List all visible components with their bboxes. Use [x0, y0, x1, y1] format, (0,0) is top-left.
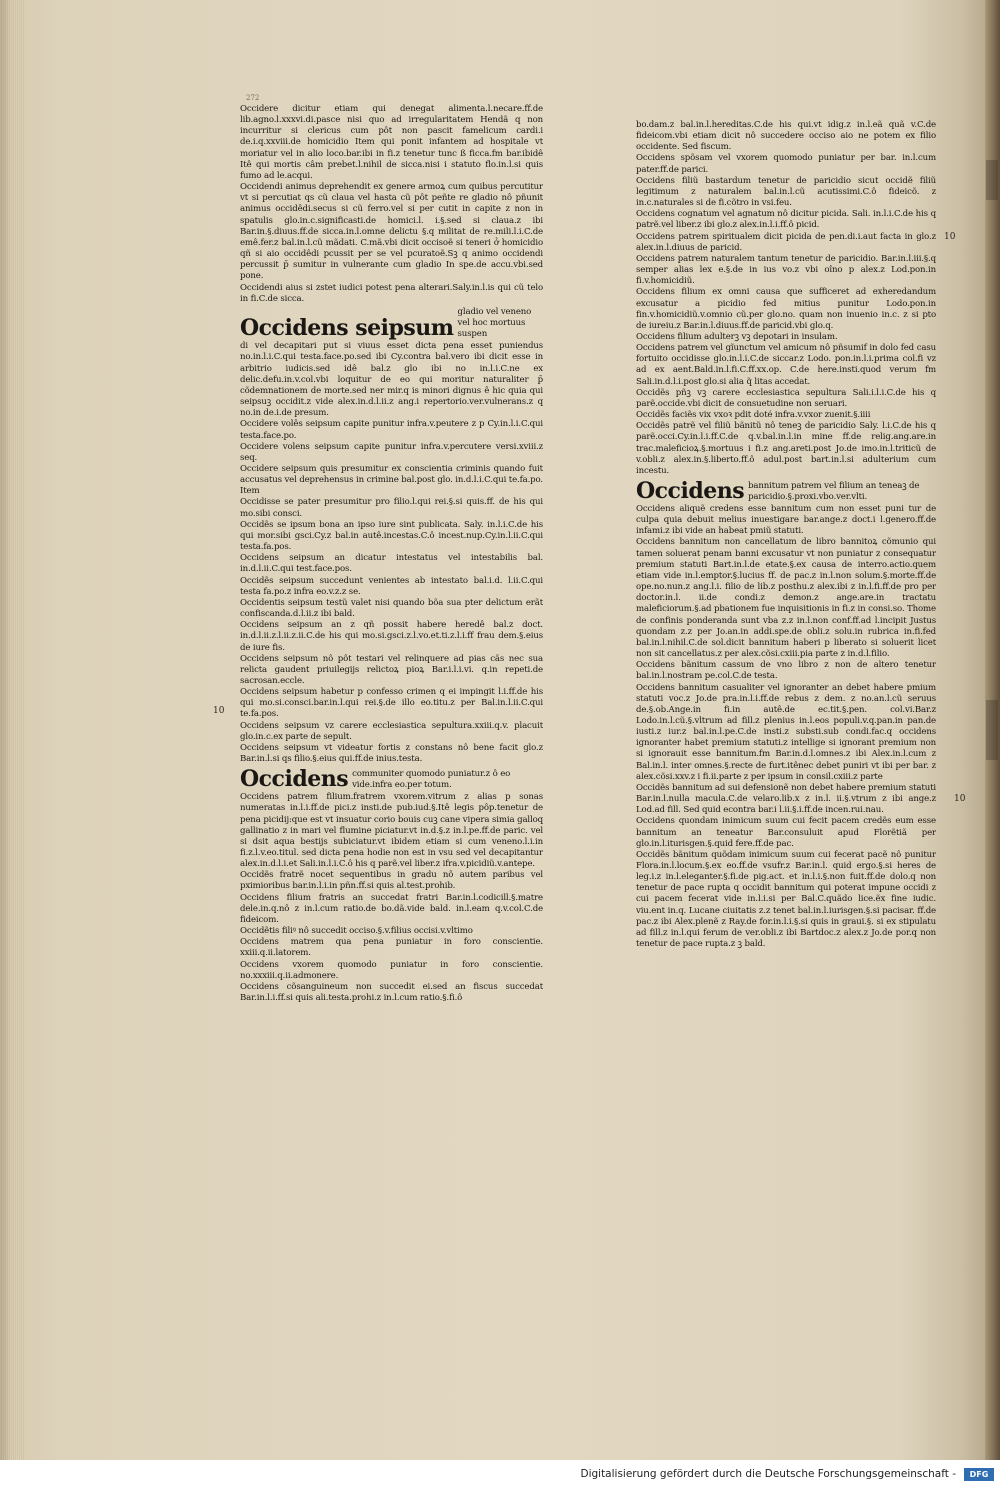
entry-paragraph: Occidẽs seipsum succedunt venientes ab intestato bal.i.d. l.ii.C.qui testa fa.po.z infra eo.v.z.z se. [240, 575, 543, 597]
entry-paragraph: di vel decapitari put si viuus esset dicta pena esset puniendus no.in.l.i.C.qui testa.face.po.sed ibi Cy.contra bal.vero ibi dicit esse in arbitrio iudicis.sed idê bal.z glo ibi no in.l.i.C.ne ex delic.defu.in.v.col.vbi loquitur de eo qui moritur naturaliter p̄ cõdemnationem de morte.sed ner mir.q is minori dignus ê hic quia qui seipsuꝫ occidit.z vide alex.in.d.l.ii.z ang.i repertorio.ver.vulnerans.z q no.in de.i.de presum. [240, 341, 543, 419]
left-paragraphs-mid [240, 341, 543, 765]
entry-paragraph: Occidens seipsum habetur p confesso crimen q ei impingit l.i.ff.de his qui mo.si.consci.bar.in.l.qui rei.§.de illo eo.titu.z per Bal.in.l.ii.C.qui te.fa.pos. [240, 687, 543, 720]
section-heading [240, 307, 543, 340]
entry-paragraph: Occidens cognatum vel agnatum nô dicitur picida. Sali. in.l.i.C.de his q patrẽ.vel liber.z ibi glo.z alex.in.l.i.ff.ô picid. [636, 209, 936, 231]
top-mark: 272 [246, 94, 260, 102]
entry-paragraph: Occidens seipsum vz carere ecclesiastica sepultura.xxiii.q.v. placuit glo.in.c.ex parte de sepult. [240, 720, 543, 742]
entry-paragraph: Occidẽs patrẽ vel filiũ bãnitũ nô teneꝫ de paricidio Saly. l.i.C.de his q parẽ.occi.Cy.in.l.i.ff.C.de q.v.bal.in.l.in mine ff.de relig.ang.are.in trac.maleficioꝝ.§.mortuus i fi.z ang.areti.post Jo.de imo.in.l.triticũ de v.obli.z alex.in.§.liberto.ff.ô adul.post bart.in.l.si adulterium cum incestu. [636, 421, 936, 476]
heading-rest: bannitum patrem vel filium an teneaꝫ de paricidio.§.proxi.vbo.ver.vlti. [748, 480, 920, 502]
section-heading [636, 479, 936, 503]
entry-paragraph: Occidere seipsum quis presumitur ex conscientia criminis quando fuit accusatus vel deprehensus in crimine bal.post glo. in.d.l.i.C.qui te.fa.po. Item [240, 464, 543, 497]
entry-paragraph: Occidens seipsum vt videatur fortis z constans nô bene facit glo.z Bar.in.l.si qs filio.§.eius qui.ff.de inius.testa. [240, 742, 543, 765]
entry-paragraph: Occidere volens seipsum capite punitur infra.v.percutere versi.xviii.z seq. [240, 441, 543, 463]
entry-paragraph: Occidens filium ex omni causa que sufficeret ad exheredandum excusatur a picidio fed mitius punitur Lodo.pon.in fin.v.homicidiũ.v.omnio cũ.per glo.no. quam non inuenio in.c. z si pto de iureiu.z Bar.in.l.diuus.ff.de paricid.vbi glo.q. [636, 287, 936, 331]
entry-paragraph: Occidendi aius si zstet iudici potest pena alterari.Saly.in.l.is qui cũ telo in fi.C.de sicca. [240, 282, 543, 304]
heading-word: Occidens [636, 478, 745, 504]
entry-paragraph: Occidens quondam inimicum suum cui fecit pacem credẽs eum esse bannitum an teneatur Bar.consuluit apud Florẽtiã per glo.in.l.iturisgen.§.quid fere.ff.de pac. [636, 816, 936, 849]
entry-paragraph: bo.dam.z bal.in.l.hereditas.C.de his qui.vt idig.z in.l.eã quã v.C.de fideicom.vbi etiam dicit nô succedere occiso aio ne potem ex filio occidente. Sed fiscum. [636, 120, 936, 153]
entry-paragraph: Occidisse se pater presumitur pro filio.l.qui rei.§.si quis.ff. de his qui mo.sibi consci. [240, 497, 543, 519]
entry-paragraph: Occidẽs bannitum ad sui defensionẽ non debet habere premium statuti Bar.in.l.nulla macula.C.de velaro.lib.x z in.l. ii.§.vtrum z ibi ange.z Lod.ad fill. Sed quid econtra bar.i l.ii.§.i.ff.de incen.rui.nau. [636, 782, 936, 816]
entry-paragraph: Occidens bãnitum cassum de vno libro z non de altero tenetur bal.in.l.nostram pe.col.C.de testa. [636, 660, 936, 682]
entry-paragraph: Occidens patrem naturalem tantum tenetur de paricidio. Bar.in.l.iii.§.q semper alias lex e.§.de in ius vo.z vbi oîno p alex.z Lod.pon.in fi.v.homicidiũ. [636, 253, 936, 287]
margin-line-number: 10 [944, 232, 956, 242]
right-paragraphs-bottom [636, 504, 936, 950]
entry-paragraph: Occidens matrem qua pena puniatur in foro conscientie. xxiii.q.ii.latorem. [240, 937, 543, 959]
entry-paragraph: Occidere dicitur etiam qui denegat alimenta.l.necare.ff.de lib.agno.l.xxxvi.di.pasce nisi quo ad irregularitatem Hendã q non incurritur si clericus cum pôt non pascit famelicum cardi.i de.i.q.xxviii.de homicidio Item qui ponit infantem ad hospitale vt moriatur vel in alio loco.bar.ibi in fi.z tenetur tunc ß ficca.fm bar.ibidê Itê qui mortis câm prebet.l.nihil de sicca.nisi i statuto flo.in.l.si quis fumo ad le.acqui. [240, 104, 543, 181]
entry-paragraph: Occidens patrem vel gĩunctum vel amicum nô pñsumif in dolo fed casu fortuito occidisse glo.in.l.i.C.de siccar.z Lodo. pon.in.l.i.prima col.fi vz ad ex aent.Bald.in.l.fi.C.ff.xx.op. C.de here.insti.quod verum fm Sali.in.d.l.i.post glo.si alia q̃ litas accedat. [636, 343, 936, 387]
entry-paragraph: Occidens filium fratris an succedat fratri Bar.in.l.codicill.§.matre dele.in.q.nô z in.l.cum ratio.de bo.dã.vide bald. in.l.eam q.v.col.C.de fideicom. [240, 892, 543, 925]
entry-paragraph: Occidens aliquẽ credens esse bannitum cum non esset puni tur de culpa quia debuit melius inuestigare bar.ange.z doct.i l.genero.ff.de infami.z ibi vide an habeat pmiũ statuti. [636, 504, 936, 537]
entry-paragraph: Occidens bannitum non cancellatum de libro bannitoꝝ cõmunio qui tamen soluerat penam banni excusatur vt non puniatur z consequatur premium statuti Bart.in.l.de etate.§.ex causa de interro.actio.quem etiam vide in.l.emptor.§.lucius ff. de pac.z in.l.non solum.§.morte.ff.de ope.no.nun.z ang.l.i. filio de lib.z posthu.z alex.ibi z in.l.fi.ff.de pro per doctor.in.l. ii.de condi.z demon.z ange.are.in tractatu maleficiorum.§.ad pbationem fue inquisitionis in fi.z in consi.so. Thome de confinis ponderanda sunt vba z.z in.l.non conf.ff.ad l.incipit Justus quondam z.z per Jo.an.in addi.spe.de obli.z solu.in rubrica in.fi.fed bal.in.l.nihil.C.de sol.dicit bannitum haberi p liberato si soluerit licet non sit cancellatus.z per alex.cõsi.cxiii.pia parte z in.d.l.filio. [636, 537, 936, 660]
dfg-logo: DFG [964, 1468, 994, 1481]
entry-paragraph: Occidens spõsam vel vxorem quomodo puniatur per bar. in.l.cum pater.ff.de parici. [636, 153, 936, 175]
entry-paragraph: Occidẽs faciẽs vix vxoꝛ pdit doté infra.v.vxor zuenit.§.iiii [636, 410, 871, 421]
left-paragraphs-top [240, 104, 543, 305]
left-paragraphs-bottom [240, 792, 543, 1004]
entry-paragraph: Occidens filium adulterꝫ vꝫ depotari in insulam. [636, 331, 838, 342]
entry-paragraph: Occidẽs se ipsum bona an ipso iure sint publicata. Saly. in.l.i.C.de his qui mor.sibi gsci.Cy.z bal.in autê.incestas.C.ô incest.nup.Cy.in.l.ii.C.qui testa.fa.pos. [240, 519, 543, 553]
facing-page-fragment [986, 700, 998, 760]
entry-paragraph: Occidẽs pñꝫ vꝫ carere ecclesiastica sepultura Sali.i.l.i.C.de his q parẽ.occide.vbi dicit de consuetudine non seruari. [636, 387, 936, 409]
entry-paragraph: Occidens seipsum an dicatur intestatus vel intestabilis bal. in.d.l.ii.C.qui test.face.pos. [240, 553, 543, 575]
section-heading [240, 767, 543, 791]
entry-paragraph: Occidens filiũ bastardum tenetur de paricidio sicut occidẽ filiũ legitimum z naturalem bal.in.l.cũ acutissimi.C.ô fideicõ. z in.c.naturales si de fi.cõtro in vsi.feu. [636, 175, 936, 209]
left-column [240, 104, 543, 1184]
digitization-footer [0, 1460, 1000, 1488]
footer-credit: Digitalisierung gefördert durch die Deutsche Forschungsgemeinschaft - [580, 1468, 956, 1480]
heading-word: Occidens seipsum [240, 315, 454, 342]
entry-paragraph: Occidẽtis filiꝰ nô succedit occiso.§.v.filius occisi.v.vltimo [240, 926, 473, 937]
entry-paragraph: Occidere volês seipsum capite punitur infra.v.peutere z p Cy.in.l.i.C.qui testa.face.po. [240, 419, 543, 441]
entry-paragraph: Occidens seipsum nô pôt testari vel relinquere ad pias cãs nec sua relicta gaudent priuilegijs relictoꝝ pioꝝ Bar.i.l.i.vi. q.in repeti.de sacrosan.eccle. [240, 653, 543, 686]
entry-paragraph: Occidens patrem spiritualem dicit picida de pen.di.i.aut facta in glo.z alex.in.l.diuus de paricid. [636, 231, 936, 253]
facing-page-fragment [986, 160, 998, 200]
page-stack-edge [0, 0, 24, 1460]
entry-paragraph: Occidens vxorem quomodo puniatur in foro conscientie. no.xxxiii.q.ii.admonere. [240, 959, 543, 981]
right-paragraphs-top [636, 120, 936, 477]
heading-word: Occidens [240, 766, 349, 793]
entry-paragraph: Occidẽs fratrẽ nocet sequentibus in gradu nô autem paribus vel pximioribus bar.in.l.i.in pñn.ff.si quis al.test.prohib. [240, 870, 543, 892]
heading-rest: communiter quomodo puniatur.z ô eo vide.infra eo.per totum. [352, 768, 511, 791]
right-column [636, 120, 936, 1210]
entry-paragraph: Occidens bannitum casualiter vel ignoranter an debet habere pmium statuti voc.z Jo.de pra.in.l.i.ff.de rebus z dem. z no.an.l.cũ seruus de.§.ob.Ange.in fi.in autê.de ec.tit.§.pen. col.vi.Bar.z Lodo.in.l.cũ.§.vltrum ad fill.z plenius in.l.eos populi.v.q.pan.in pan.de iusti.z iur.z bal.in.l.pe.C.de insti.z substi.sub condi.fac.q occidens ignoranter habet premium statuti.z intellige si ignorant premium non si ignorauit esse bannitum.fm Bar.in.d.l.omnes.z ibi Alex.in.l.cum z Bal.in.l. inter omnes.§.recte de furt.itênec debet puniri vt ibi per bar. z alex.cõsi.xxv.z i fi.ii.parte z per ipsum in consil.cxiii.z parte [636, 682, 936, 782]
entry-paragraph: Occidẽs bãnitum quõdam inimicum suum cui fecerat pacẽ nô punitur Flora.in.l.locum.§.ex eo.ff.de vsufr.z Bar.in.l. quid ergo.§.si heres de leg.i.z in.l.eleganter.§.fi.de pig.act. et in.l.i.§.non fuit.ff.de dolo.q non tenetur de pace rupta q occidit bannitum qui poterat impune occidi z cui pacem fecerat vide in.l.i.si per Bal.C.quãdo lice.ẽx fine iudic. viu.ent in.q. Lucane ciuitatis z.z tenet bal.in.l.iurisgen.§.si pacisar. ff.de pac.z ibi Alex.plenẽ z Ray.de for.in.l.i.§.si quis in graui.§. si ex stipulatu ad fill.z in.l.qui ferum de ver.obli.z ibi Bartdoc.z alex.z Jo.de por.q non tenetur de pace rupta.z ꝫ bald. [636, 849, 936, 950]
entry-paragraph: Occidentis seipsum testũ valet nisi quando bõa sua pter delictum erãt confiscanda.d.l.ii.z ibi bald. [240, 597, 543, 620]
entry-paragraph: Occidendi animus deprehendit ex genere armoꝝ cum quibus percutitur vt si percutiat qs cũ claua vel hasta cũ pôt peñte re gladio nô pñunit animus occidêdi.secus si cũ ferro.vel si per cutit in capite z non in spatulis glo.in.c.significasti.de homici.l. i.§.sed si claua.z ibi Bar.in.§.diuus.ff.de sicca.in.l.omne delictu §.q militat de re.mili.l.i.C.de emê.fer.z bal.in.l.cũ mãdati. C.mã.vbi dicit occisoẽ si teneri ở homicidio qñ si aio occidêdi pcussit per se vel pcuratoẽ.Sꝫ q animo occidendi percussit p̄ sumitur in vulnerante cum gladio In spe.de accu.vbi.sed pone. [240, 182, 543, 282]
entry-paragraph: Occidens seipsum an z qñ possit habere heredê bal.z doct. in.d.l.ii.z.l.ii.z.ii.C.de his qui mo.si.gsci.z.l.vo.et.ti.z.l.i.ff frau dem.§.eius de iure fis. [240, 620, 543, 653]
margin-line-number: 10 [954, 794, 966, 804]
entry-paragraph: Occidens patrem filium.fratrem vxorem.vitrum z alias p sonas numeratas in.l.i.ff.de pici.z insti.de pub.iud.§.Itê legis pôp.tenetur de pena picidij:que est vt insuatur corio bouis cuꝫ cane vipera simia galloq gallinatio z in mari vel flumine piciatur.vt in.d.§.z in.l.pe.ff.de paric. vel si dsit aqua bestijs subiciatur.vt ibidem etiam si cum veneno.l.i.in fi.z.l.v.eo.titul. sed dicta pena hodie non est in vsu sed vel decapitantur alex.in.d.l.i.et Sali.in.l.i.C.ô his q parẽ.vel liber.z ifra.v.picidiũ.v.antepe. [240, 792, 543, 870]
margin-line-number: 10 [213, 706, 225, 716]
entry-paragraph: Occidens cõsanguineum non succedit ei.sed an fiscus succedat Bar.in.l.i.ff.si quis ali.testa.prohi.z in.l.cum ratio.§.fi.ô [240, 981, 543, 1004]
heading-rest: gladio vel veneno vel hoc mortuus suspen [457, 306, 532, 340]
